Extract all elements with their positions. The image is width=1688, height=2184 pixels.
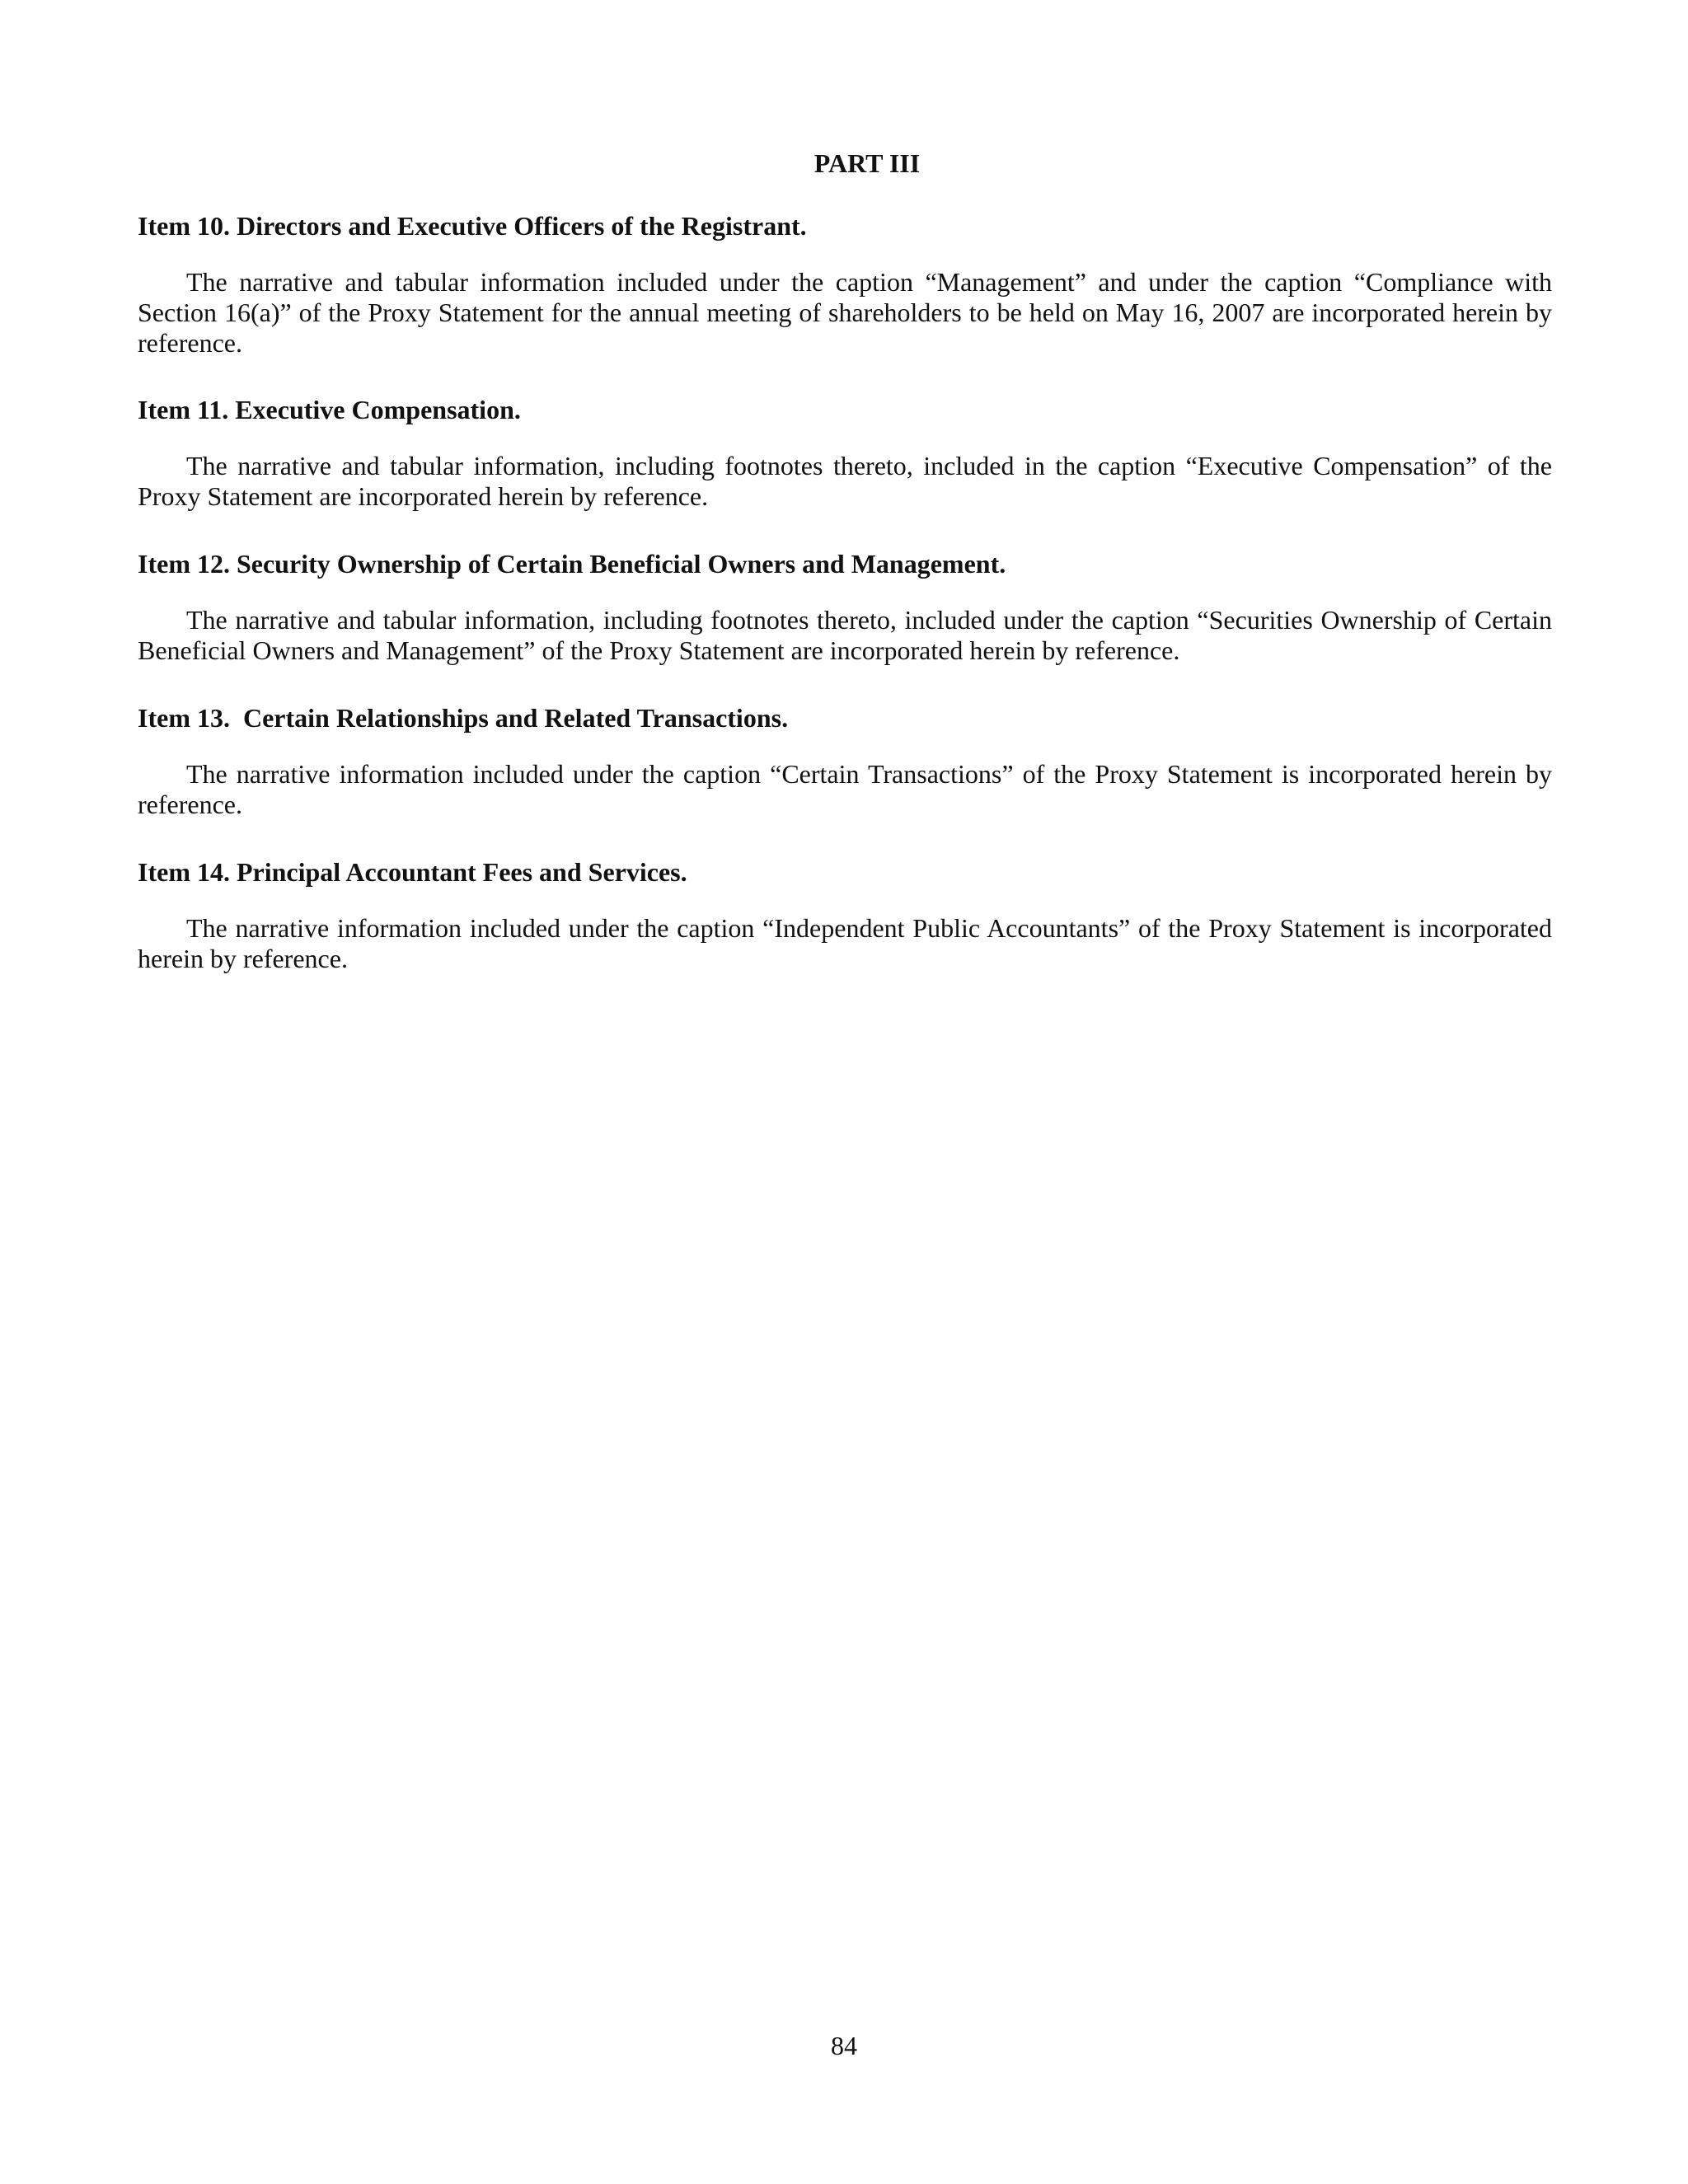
item-10-heading: Item 10. Directors and Executive Officers of the Registrant. bbox=[138, 211, 807, 241]
part-title: PART III bbox=[814, 148, 921, 178]
item-12-section bbox=[138, 548, 1552, 666]
item-12-paragraph: The narrative and tabular information, including footnotes thereto, included under the caption “Securities Ownership of Certain Beneficial Owners and Management” of the Proxy Statement are incorporated herein by reference. bbox=[138, 605, 1552, 665]
item-13-paragraph: The narrative information included under the caption “Certain Transactions” of the Proxy Statement is incorporated herein by reference. bbox=[138, 759, 1552, 819]
item-11-paragraph: The narrative and tabular information, including footnotes thereto, included in the caption “Executive Compensation” of the Proxy Statement are incorporated herein by reference. bbox=[138, 451, 1552, 511]
item-12-heading: Item 12. Security Ownership of Certain Beneficial Owners and Management. bbox=[138, 549, 1006, 579]
item-14-heading: Item 14. Principal Accountant Fees and Services. bbox=[138, 857, 687, 887]
item-10-section bbox=[138, 210, 1552, 359]
item-11-heading: Item 11. Executive Compensation. bbox=[138, 395, 521, 424]
item-13-section bbox=[138, 702, 1552, 820]
page-number: 84 bbox=[831, 2031, 857, 2060]
item-11-section bbox=[138, 394, 1552, 512]
item-13-heading: Item 13. Certain Relationships and Related Transactions. bbox=[138, 703, 789, 733]
item-14-paragraph: The narrative information included under the caption “Independent Public Accountants” of the Proxy Statement is incorporated herein by reference. bbox=[138, 913, 1552, 973]
item-10-paragraph: The narrative and tabular information included under the caption “Management” and under the caption “Compliance with Section 16(a)” of the Proxy Statement for the annual meeting of shareholders to be held on May 16, 2007 are incorporated herein by reference. bbox=[138, 267, 1552, 358]
item-14-section bbox=[138, 856, 1552, 974]
